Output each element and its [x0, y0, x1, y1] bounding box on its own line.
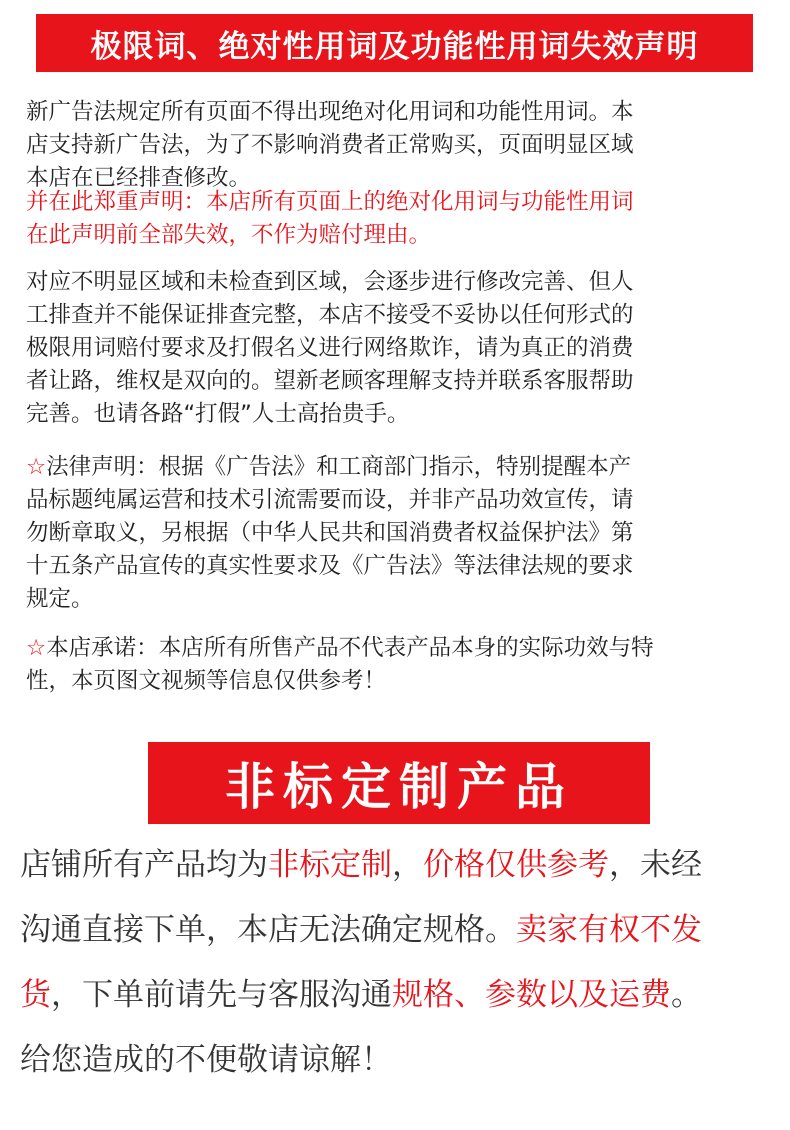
- custom-notice-line: [20, 975, 780, 1015]
- header-banner: [36, 14, 753, 72]
- notice-text: 店铺所有产品均为: [20, 847, 268, 883]
- notice-highlight: 规格、参数以及运费: [392, 977, 671, 1013]
- paragraph-declaration: 并在此郑重声明：本店所有页面上的绝对化用词与功能性用词 在此声明前全部失效，不作为赔付理由。: [26, 189, 634, 248]
- header-title: 极限词、绝对性用词及功能性用词失效声明: [90, 28, 699, 65]
- star-icon: ☆: [26, 454, 47, 480]
- section-title: 非标定制产品: [225, 758, 573, 816]
- paragraph-legal-statement: [26, 451, 766, 616]
- section-banner: [148, 742, 650, 824]
- notice-text: 给您造成的不便敬请谅解！: [20, 1042, 392, 1078]
- notice-highlight: 价格仅供参考: [423, 847, 609, 883]
- notice-text: 。: [671, 977, 702, 1013]
- notice-highlight: 货: [20, 977, 51, 1013]
- notice-highlight: 非标定制: [268, 847, 392, 883]
- star-icon: ☆: [26, 635, 47, 661]
- custom-notice-line: [20, 910, 780, 950]
- promise-text-line2: 性，本页图文视频等信息仅供参考！: [26, 668, 387, 694]
- custom-notice-line: [20, 845, 780, 885]
- legal-statement-text: 法律声明：根据《广告法》和工商部门指示，特别提醒本产 品标题纯属运营和技术引流需要而设，并非产品功效宣传，请 勿断章取义，另根据（中华人民共和国消费者权益保护法》第 十五条产品宣传的真实性要求及《广告法》等法律法规的要求 规定。: [26, 454, 634, 612]
- paragraph-promise: [26, 632, 766, 698]
- paragraph-ad-law: 新广告法规定所有页面不得出现绝对化用词和功能性用词。本 店支持新广告法，为了不影响消费者正常购买，页面明显区域 本店在已经排查修改。: [26, 99, 634, 191]
- notice-text: 沟通直接下单，本店无法确定规格。: [20, 912, 516, 948]
- promise-text-line1: 本店承诺：本店所有所售产品不代表产品本身的实际功效与特: [46, 635, 654, 661]
- notice-text: ，下单前请先与客服沟通: [51, 977, 392, 1013]
- notice-text: ，: [392, 847, 423, 883]
- notice-highlight: 卖家有权不发: [516, 912, 702, 948]
- paragraph-unchecked-areas: 对应不明显区域和未检查到区域，会逐步进行修改完善、但人 工排查并不能保证排查完整，本店不接受不妥协以任何形式的 极限用词赔付要求及打假名义进行网络欺诈，请为真正的消费 者让路，维权是双向的。望新老顾客理解支持并联系客服帮助 完善。也请各路“打假”人士高抬贵手。: [26, 269, 634, 427]
- notice-text: ，未经: [609, 847, 702, 883]
- custom-notice-line: [20, 1040, 780, 1080]
